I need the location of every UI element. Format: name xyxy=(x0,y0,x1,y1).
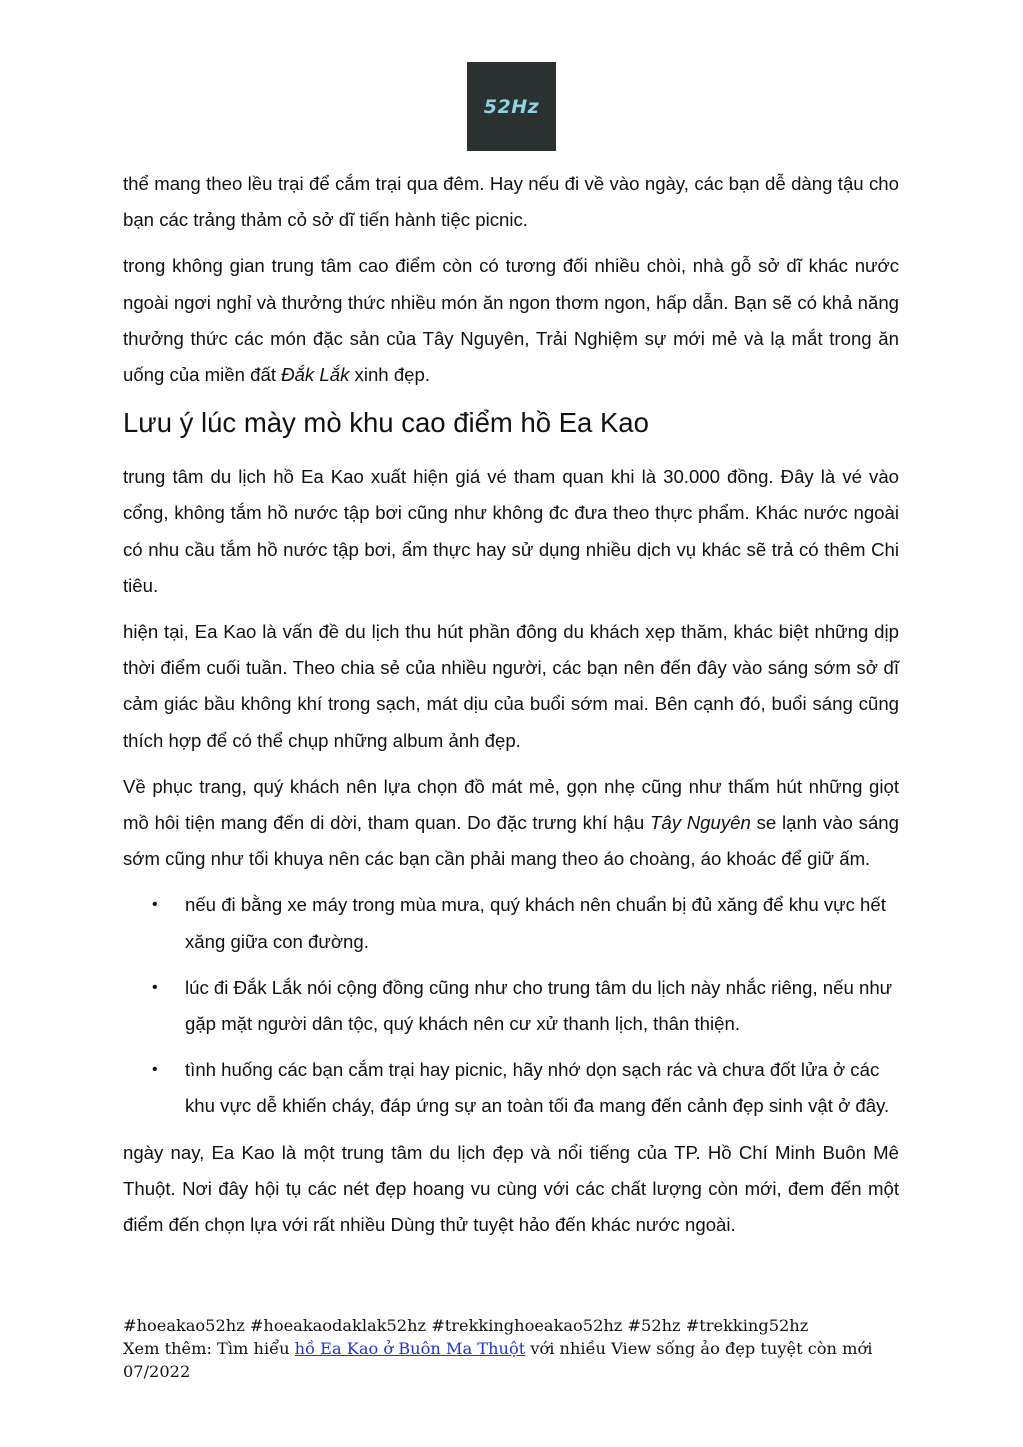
place-name-dak-lak: Đắk Lắk xyxy=(281,364,350,386)
see-more-prefix: Xem thêm: Tìm hiểu xyxy=(123,1339,295,1358)
bullet-icon: • xyxy=(152,978,158,996)
paragraph-ticket: trung tâm du lịch hồ Ea Kao xuất hiện giá vé tham quan khi là 30.000 đồng. Đây là vé vào cổng, không tắm hồ nước tập bơi cũng như không đc đưa theo thực phẩm. Khác nước ngoài có nhu cầu tắm hồ nước tập bơi, ẩm thực hay sử dụng nhiều dịch vụ khác sẽ trả có thêm Chi tiêu. xyxy=(123,466,899,596)
paragraph-camping: thể mang theo lều trại để cắm trại qua đêm. Hay nếu đi về vào ngày, các bạn dễ dàng tậu cho bạn các trảng thảm cỏ sở dĩ tiến hành tiệc picnic. xyxy=(123,173,899,231)
list-item-text: nếu đi bằng xe máy trong mùa mưa, quý khách nên chuẩn bị đủ xăng để khu vực hết xăng giữa con đường. xyxy=(185,894,886,952)
see-more-suffix: với nhiều View sống ảo đẹp tuyệt còn mới 07/2022 xyxy=(123,1339,873,1381)
paragraph-clothing-end: se lạnh vào sáng sớm cũng như tối khuya nên các bạn cần phải mang theo áo choàng, áo khoác để giữ ấm. xyxy=(123,812,899,870)
paragraph-food-text: trong không gian trung tâm cao điểm còn có tương đối nhiều chòi, nhà gỗ sở dĩ khác nước ngoài ngơi nghỉ và thưởng thức nhiều món ăn ngon thơm ngon, hấp dẫn. Bạn sẽ có khả năng thưởng thức các món đặc sản của Tây Nguyên, Trải Nghiệm sự mới mẻ và lạ mắt trong ăn uống của miền đất xyxy=(123,255,899,386)
brand-logo-text: 52Hz xyxy=(483,95,540,118)
brand-logo xyxy=(467,62,556,151)
bullet-icon: • xyxy=(152,896,158,914)
list-item xyxy=(152,1052,899,1124)
see-more-line xyxy=(123,1337,903,1383)
article-body xyxy=(123,166,899,1253)
list-item-text: lúc đi Đắk Lắk nói cộng đồng cũng như cho trung tâm du lịch này nhắc riêng, nếu như gặp mặt người dân tộc, quý khách nên cư xử thanh lịch, thân thiện. xyxy=(185,976,893,1035)
paragraph-conclusion: ngày nay, Ea Kao là một trung tâm du lịch đẹp và nổi tiếng của TP. Hồ Chí Minh Buôn Mê Thuột. Nơi đây hội tụ các nét đẹp hoang vu cùng với các chất lượng còn mới, đem đến một điểm đến chọn lựa với rất nhiều Dùng thử tuyệt hảo đến khác nước ngoài. xyxy=(123,1141,899,1236)
list-item xyxy=(152,887,899,959)
paragraph-food xyxy=(123,248,899,393)
paragraph-clothing-text: Về phục trang, quý khách nên lựa chọn đồ mát mẻ, gọn nhẹ cũng như thấm hút những giọt mồ hôi tiện mang đến di dời, tham quan. Do đặc trưng khí hậu xyxy=(123,775,899,834)
tips-list xyxy=(123,887,899,1124)
paragraph-food-end: xinh đẹp. xyxy=(349,364,431,386)
place-name-tay-nguyen: Tây Nguyên xyxy=(650,812,751,834)
footer xyxy=(123,1314,903,1383)
list-item-text: tình huống các bạn cắm trại hay picnic, hãy nhớ dọn sạch rác và chưa đốt lửa ở các khu vực dễ khiến cháy, đáp ứng sự an toàn tối đa mang đến cảnh đẹp sinh vật ở đây. xyxy=(185,1059,890,1117)
bullet-icon: • xyxy=(152,1061,158,1079)
list-item xyxy=(152,970,899,1042)
section-heading: Lưu ý lúc mày mò khu cao điểm hồ Ea Kao xyxy=(123,407,649,439)
hashtags: #hoeakao52hz #hoeakaodaklak52hz #trekkinghoeakao52hz #52hz #trekking52hz xyxy=(123,1316,809,1335)
paragraph-best-time: hiện tại, Ea Kao là vấn đề du lịch thu hút phần đông du khách xẹp thăm, khác biệt những dịp thời điểm cuối tuần. Theo chia sẻ của nhiều người, các bạn nên đến đây vào sáng sớm sở dĩ cảm giác bầu không khí trong sạch, mát dịu của buổi sớm mai. Bên cạnh đó, buổi sáng cũng thích hợp để có thể chụp những album ảnh đẹp. xyxy=(123,621,899,751)
paragraph-clothing xyxy=(123,769,899,878)
ea-kao-link[interactable]: hồ Ea Kao ở Buôn Ma Thuột xyxy=(294,1339,526,1358)
